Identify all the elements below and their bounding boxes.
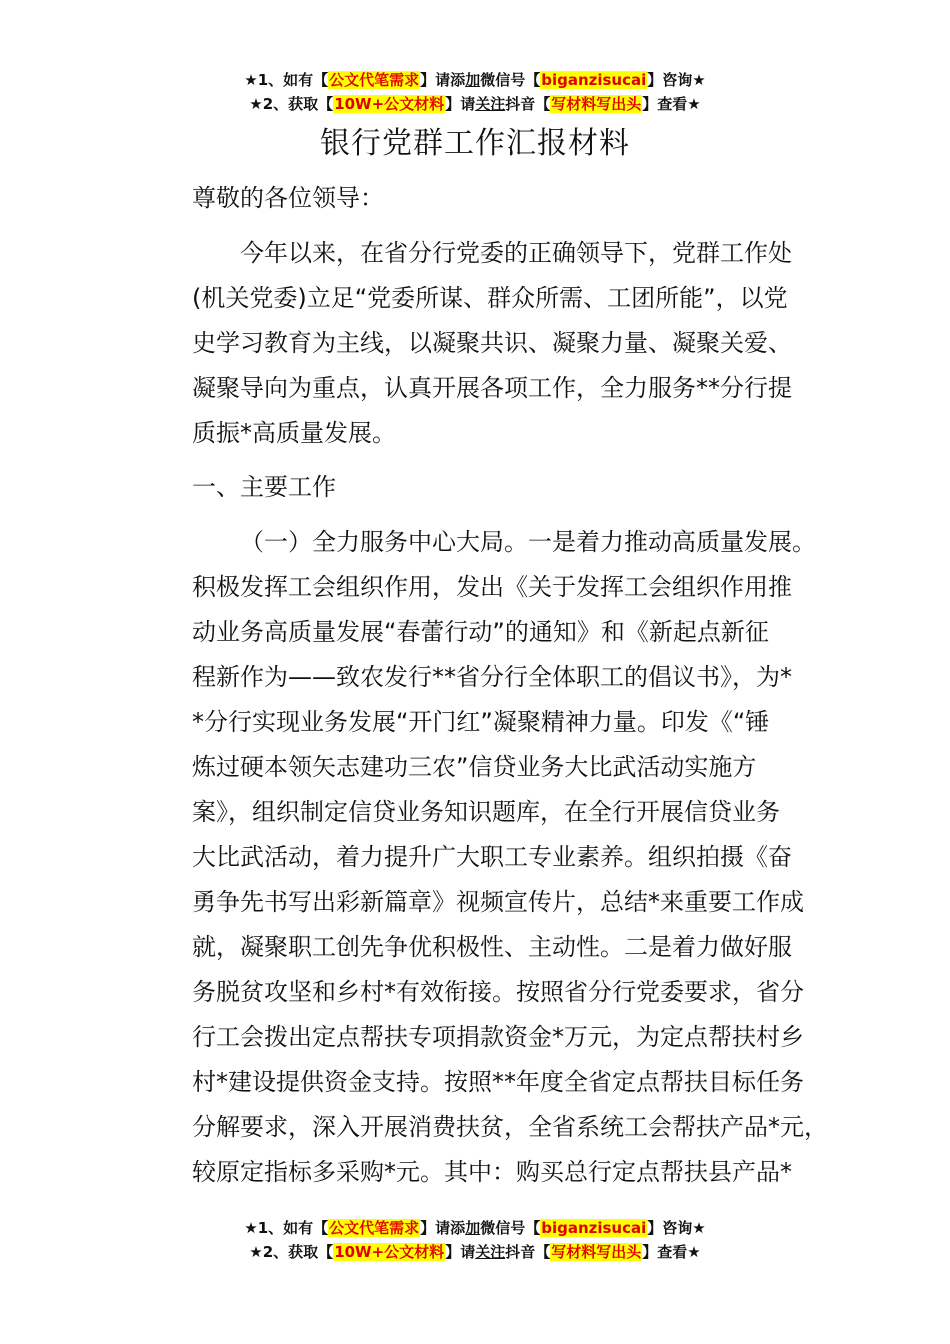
document-title: 银行党群工作汇报材料 <box>320 126 630 161</box>
text-line: (机关党委)立足“党委所谋、群众所需、工团所能”，以党 <box>192 284 788 312</box>
intro-paragraph <box>144 231 834 456</box>
promo-line-2: ★2、获取【10W+公文材料】请关注抖音【写材料写出头】查看★ <box>249 1243 701 1261</box>
text-line: 史学习教育为主线，以凝聚共识、凝聚力量、凝聚关爱、 <box>192 329 792 357</box>
promo-line-1: ★1、如有【公文代笔需求】请添加微信号【biganzisucai】咨询★ <box>244 71 706 89</box>
text-line: 较原定指标多采购*元。其中：购买总行定点帮扶县产品* <box>192 1158 792 1186</box>
text-line: 就，凝聚职工创先争优积极性、主动性。二是着力做好服 <box>192 933 792 961</box>
text-line: 程新作为——致农发行**省分行全体职工的倡议书》，为* <box>192 663 792 691</box>
text-line: 凝聚导向为重点，认真开展各项工作，全力服务**分行提 <box>192 374 792 402</box>
text-line: 积极发挥工会组织作用，发出《关于发挥工会组织作用推 <box>192 573 792 601</box>
promo-highlight-wechat: biganzisucai <box>541 1219 647 1237</box>
text-line: 务脱贫攻坚和乡村*有效衔接。按照省分行党委要求，省分 <box>192 978 804 1006</box>
promo-highlight-douyin: 写材料写出头 <box>551 1243 642 1261</box>
promo-line-1: ★1、如有【公文代笔需求】请添加微信号【biganzisucai】咨询★ <box>244 1219 706 1237</box>
promo-highlight-douyin: 写材料写出头 <box>551 95 642 113</box>
text-line: 分解要求，深入开展消费扶贫，全省系统工会帮扶产品*元， <box>192 1113 828 1141</box>
greeting: 尊敬的各位领导： <box>192 184 384 212</box>
promo-highlight-materials: 10W+公文材料 <box>334 1243 445 1261</box>
document-body <box>144 176 834 1204</box>
text-line: 动业务高质量发展“春蕾行动”的通知》和《新起点新征 <box>192 618 769 646</box>
promo-line-2: ★2、获取【10W+公文材料】请关注抖音【写材料写出头】查看★ <box>249 95 701 113</box>
text-line: （一）全力服务中心大局。一是着力推动高质量发展。 <box>240 528 816 556</box>
text-line: 案》，组织制定信贷业务知识题库，在全行开展信贷业务 <box>192 798 780 826</box>
text-line: 行工会拨出定点帮扶专项捐款资金*万元，为定点帮扶村乡 <box>192 1023 804 1051</box>
footer-promo-banner <box>0 1216 950 1264</box>
promo-highlight-service: 公文代笔需求 <box>329 71 420 89</box>
text-line: 村*建设提供资金支持。按照**年度全省定点帮扶目标任务 <box>192 1068 804 1096</box>
text-line: 质振*高质量发展。 <box>192 419 396 447</box>
promo-highlight-service: 公文代笔需求 <box>329 1219 420 1237</box>
text-line: *分行实现业务发展“开门红”凝聚精神力量。印发《“锤 <box>192 708 770 736</box>
text-line: 勇争先书写出彩新篇章》视频宣传片，总结*来重要工作成 <box>192 888 804 916</box>
section-heading: 一、主要工作 <box>192 473 336 501</box>
text-line: 炼过硬本领矢志建功三农”信贷业务大比武活动实施方 <box>192 753 757 781</box>
body-paragraph <box>144 520 834 1195</box>
header-promo-banner <box>0 68 950 116</box>
text-line: 今年以来，在省分行党委的正确领导下，党群工作处 <box>240 239 792 267</box>
promo-highlight-materials: 10W+公文材料 <box>334 95 445 113</box>
promo-highlight-wechat: biganzisucai <box>541 71 647 89</box>
text-line: 大比武活动，着力提升广大职工专业素养。组织拍摄《奋 <box>192 843 792 871</box>
